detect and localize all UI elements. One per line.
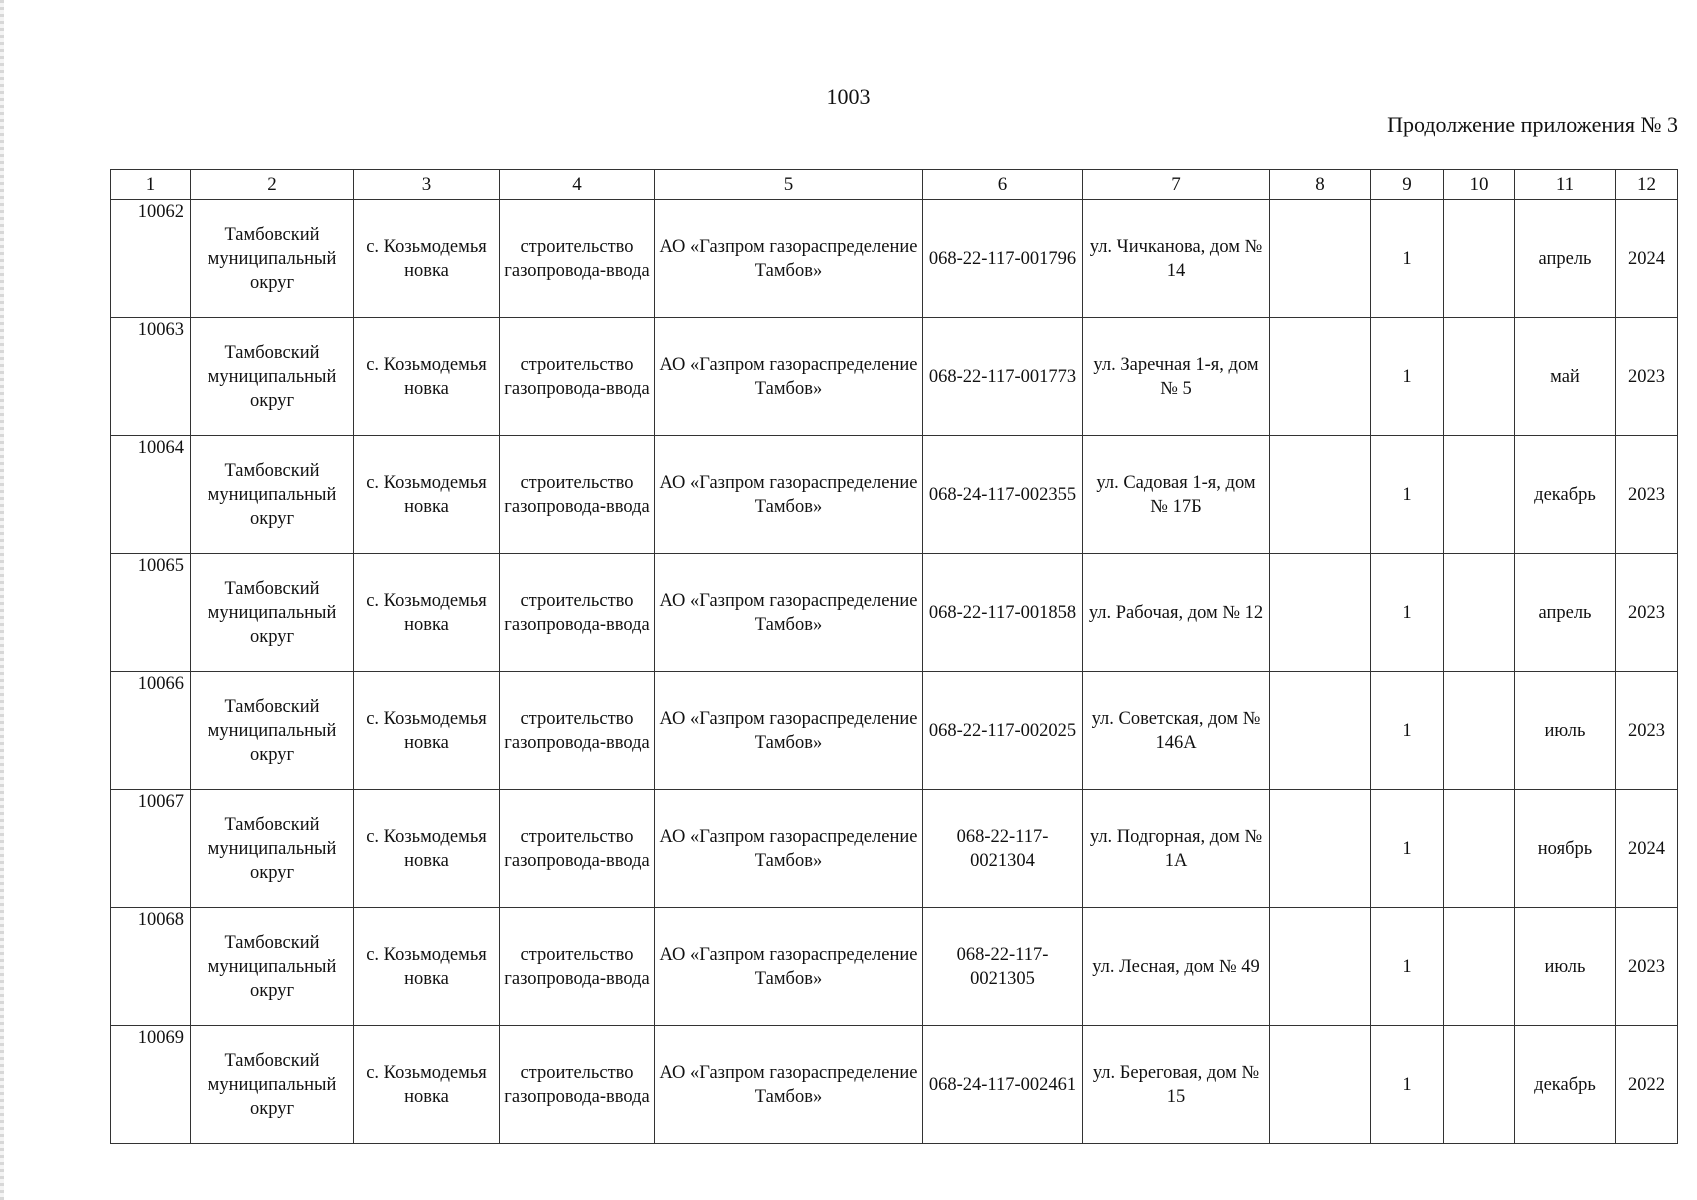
column-header: 7	[1083, 170, 1270, 200]
settlement-cell: с. Козьмодемья новка	[354, 200, 500, 318]
month-cell: декабрь	[1515, 436, 1616, 554]
record-number: 10064	[111, 436, 191, 554]
address-cell: ул. Подгорная, дом № 1А	[1083, 790, 1270, 908]
code-cell: 068-24-117-002461	[923, 1026, 1083, 1144]
district-cell: Тамбовский муниципальный округ	[191, 436, 354, 554]
organization-cell: АО «Газпром газораспределение Тамбов»	[655, 1026, 923, 1144]
quantity-cell: 1	[1371, 790, 1444, 908]
work-type-cell: строительство газопровода-ввода	[500, 436, 655, 554]
organization-cell: АО «Газпром газораспределение Тамбов»	[655, 200, 923, 318]
column-number-row	[111, 170, 1678, 200]
address-cell: ул. Заречная 1-я, дом № 5	[1083, 318, 1270, 436]
month-cell: июль	[1515, 672, 1616, 790]
column-10-cell	[1444, 790, 1515, 908]
quantity-cell: 1	[1371, 200, 1444, 318]
column-10-cell	[1444, 1026, 1515, 1144]
code-cell: 068-22-117-001796	[923, 200, 1083, 318]
column-header: 9	[1371, 170, 1444, 200]
column-header: 12	[1616, 170, 1678, 200]
month-cell: июль	[1515, 908, 1616, 1026]
quantity-cell: 1	[1371, 908, 1444, 1026]
district-cell: Тамбовский муниципальный округ	[191, 672, 354, 790]
column-10-cell	[1444, 554, 1515, 672]
year-cell: 2023	[1616, 318, 1678, 436]
organization-cell: АО «Газпром газораспределение Тамбов»	[655, 318, 923, 436]
address-cell: ул. Чичканова, дом № 14	[1083, 200, 1270, 318]
quantity-cell: 1	[1371, 554, 1444, 672]
column-10-cell	[1444, 672, 1515, 790]
column-8-cell	[1270, 790, 1371, 908]
column-10-cell	[1444, 200, 1515, 318]
column-10-cell	[1444, 318, 1515, 436]
column-header: 6	[923, 170, 1083, 200]
organization-cell: АО «Газпром газораспределение Тамбов»	[655, 672, 923, 790]
district-cell: Тамбовский муниципальный округ	[191, 554, 354, 672]
month-cell: ноябрь	[1515, 790, 1616, 908]
district-cell: Тамбовский муниципальный округ	[191, 200, 354, 318]
page-number: 1003	[826, 84, 871, 109]
year-cell: 2023	[1616, 908, 1678, 1026]
record-number: 10062	[111, 200, 191, 318]
column-header: 5	[655, 170, 923, 200]
column-8-cell	[1270, 318, 1371, 436]
table-body	[111, 200, 1678, 1144]
code-cell: 068-24-117-002355	[923, 436, 1083, 554]
table-header	[111, 170, 1678, 200]
table-row	[111, 672, 1678, 790]
settlement-cell: с. Козьмодемья новка	[354, 318, 500, 436]
month-cell: декабрь	[1515, 1026, 1616, 1144]
column-8-cell	[1270, 554, 1371, 672]
address-cell: ул. Береговая, дом № 15	[1083, 1026, 1270, 1144]
column-10-cell	[1444, 436, 1515, 554]
record-number: 10068	[111, 908, 191, 1026]
address-cell: ул. Рабочая, дом № 12	[1083, 554, 1270, 672]
address-cell: ул. Лесная, дом № 49	[1083, 908, 1270, 1026]
address-cell: ул. Советская, дом № 146А	[1083, 672, 1270, 790]
column-8-cell	[1270, 672, 1371, 790]
district-cell: Тамбовский муниципальный округ	[191, 1026, 354, 1144]
code-cell: 068-22-117-001858	[923, 554, 1083, 672]
year-cell: 2023	[1616, 672, 1678, 790]
month-cell: апрель	[1515, 200, 1616, 318]
column-10-cell	[1444, 908, 1515, 1026]
year-cell: 2024	[1616, 200, 1678, 318]
record-number: 10069	[111, 1026, 191, 1144]
year-cell: 2022	[1616, 1026, 1678, 1144]
quantity-cell: 1	[1371, 1026, 1444, 1144]
record-number: 10065	[111, 554, 191, 672]
column-header: 4	[500, 170, 655, 200]
column-8-cell	[1270, 908, 1371, 1026]
code-cell: 068-22-117-002025	[923, 672, 1083, 790]
record-number: 10067	[111, 790, 191, 908]
settlement-cell: с. Козьмодемья новка	[354, 554, 500, 672]
code-cell: 068-22-117-0021305	[923, 908, 1083, 1026]
column-8-cell	[1270, 1026, 1371, 1144]
settlement-cell: с. Козьмодемья новка	[354, 436, 500, 554]
month-cell: апрель	[1515, 554, 1616, 672]
record-number: 10063	[111, 318, 191, 436]
settlement-cell: с. Козьмодемья новка	[354, 790, 500, 908]
year-cell: 2023	[1616, 436, 1678, 554]
organization-cell: АО «Газпром газораспределение Тамбов»	[655, 790, 923, 908]
record-number: 10066	[111, 672, 191, 790]
district-cell: Тамбовский муниципальный округ	[191, 908, 354, 1026]
column-header: 11	[1515, 170, 1616, 200]
organization-cell: АО «Газпром газораспределение Тамбов»	[655, 436, 923, 554]
work-type-cell: строительство газопровода-ввода	[500, 908, 655, 1026]
column-8-cell	[1270, 436, 1371, 554]
year-cell: 2023	[1616, 554, 1678, 672]
quantity-cell: 1	[1371, 672, 1444, 790]
work-type-cell: строительство газопровода-ввода	[500, 318, 655, 436]
quantity-cell: 1	[1371, 436, 1444, 554]
settlement-cell: с. Козьмодемья новка	[354, 908, 500, 1026]
column-8-cell	[1270, 200, 1371, 318]
organization-cell: АО «Газпром газораспределение Тамбов»	[655, 908, 923, 1026]
code-cell: 068-22-117-0021304	[923, 790, 1083, 908]
appendix-continuation-note: Продолжение приложения № 3	[1387, 112, 1678, 137]
code-cell: 068-22-117-001773	[923, 318, 1083, 436]
table-row	[111, 436, 1678, 554]
registry-table	[110, 169, 1678, 1144]
year-cell: 2024	[1616, 790, 1678, 908]
work-type-cell: строительство газопровода-ввода	[500, 554, 655, 672]
column-header: 2	[191, 170, 354, 200]
column-header: 8	[1270, 170, 1371, 200]
settlement-cell: с. Козьмодемья новка	[354, 672, 500, 790]
organization-cell: АО «Газпром газораспределение Тамбов»	[655, 554, 923, 672]
column-header: 10	[1444, 170, 1515, 200]
settlement-cell: с. Козьмодемья новка	[354, 1026, 500, 1144]
work-type-cell: строительство газопровода-ввода	[500, 1026, 655, 1144]
work-type-cell: строительство газопровода-ввода	[500, 200, 655, 318]
month-cell: май	[1515, 318, 1616, 436]
district-cell: Тамбовский муниципальный округ	[191, 790, 354, 908]
column-header: 3	[354, 170, 500, 200]
quantity-cell: 1	[1371, 318, 1444, 436]
table-row	[111, 318, 1678, 436]
table-row	[111, 200, 1678, 318]
table-row	[111, 1026, 1678, 1144]
work-type-cell: строительство газопровода-ввода	[500, 672, 655, 790]
table-row	[111, 554, 1678, 672]
address-cell: ул. Садовая 1-я, дом № 17Б	[1083, 436, 1270, 554]
table-row	[111, 908, 1678, 1026]
district-cell: Тамбовский муниципальный округ	[191, 318, 354, 436]
table-row	[111, 790, 1678, 908]
work-type-cell: строительство газопровода-ввода	[500, 790, 655, 908]
scan-edge	[0, 0, 4, 1200]
column-header: 1	[111, 170, 191, 200]
